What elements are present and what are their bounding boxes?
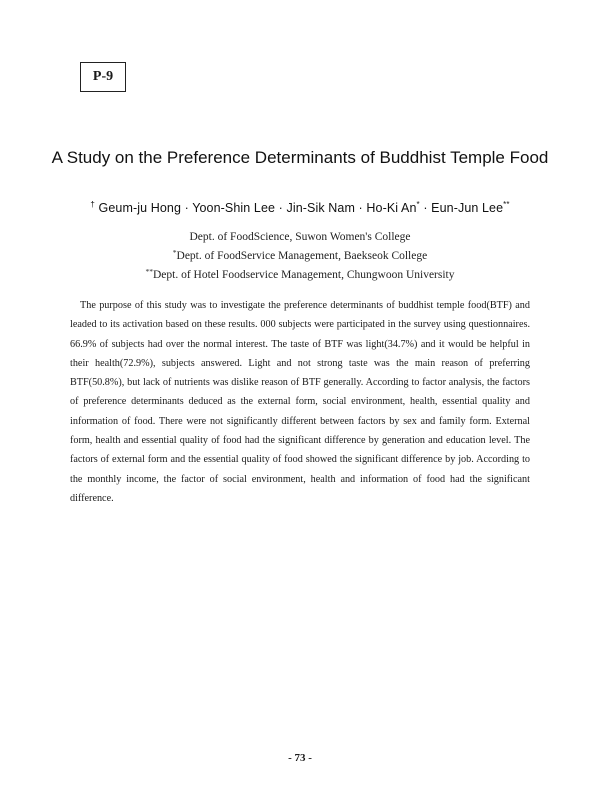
author-name: Geum-ju Hong xyxy=(98,201,182,215)
author-name: Ho-Ki An xyxy=(366,201,417,215)
author-list xyxy=(0,200,600,215)
author-mark: † xyxy=(90,200,95,209)
poster-id: P-9 xyxy=(92,69,114,84)
author-separator: · xyxy=(419,201,432,215)
author-separator: · xyxy=(181,201,193,215)
author-name: Eun-Jun Lee xyxy=(431,201,504,215)
abstract-text: The purpose of this study was to investigate the preference determinants of buddhist temple food(BTF) and leaded to its activation based on these results. 000 subjects were participated in the survey using questionnaires. 66.9% of subjects had over the normal interest. The taste of BTF was light(34.7%) and it would be helpful in their health(72.9%), subjects answered. Light and not strong taste was the main reason of preferring BTF(50.8%), but lack of nutrients was dislike reason of BTF generally. According to factor analysis, the factors of preference determinants deduced as the external form, social environment, health, essential quality and information of food. There were not significantly different between factors by sex and family form. External form, health and essential quality of food had the significant difference by generation and education level. The factors of external form and the essential quality of food showed the significant difference by job. According to the monthly income, the factor of social environment, health and information of food had the significant difference. xyxy=(70,300,530,504)
author-mark: ** xyxy=(503,200,510,209)
paper-title: A Study on the Preference Determinants of Buddhist Temple Food xyxy=(51,148,549,167)
affiliation-list xyxy=(0,226,600,283)
author-separator: · xyxy=(354,201,367,215)
author-mark: * xyxy=(416,200,420,209)
page-number: - 73 - xyxy=(288,752,312,764)
affiliation-line: Dept. of FoodScience, Suwon Women's College xyxy=(189,231,411,243)
affiliation-line: *Dept. of FoodService Management, Baekseok College xyxy=(172,248,428,262)
poster-id-box xyxy=(80,62,126,92)
author-separator: · xyxy=(275,201,287,215)
author-name: Jin-Sik Nam xyxy=(286,201,355,215)
author-name: Yoon-Shin Lee xyxy=(192,201,276,215)
affiliation-line: **Dept. of Hotel Foodservice Management, Chungwoon University xyxy=(145,267,455,281)
